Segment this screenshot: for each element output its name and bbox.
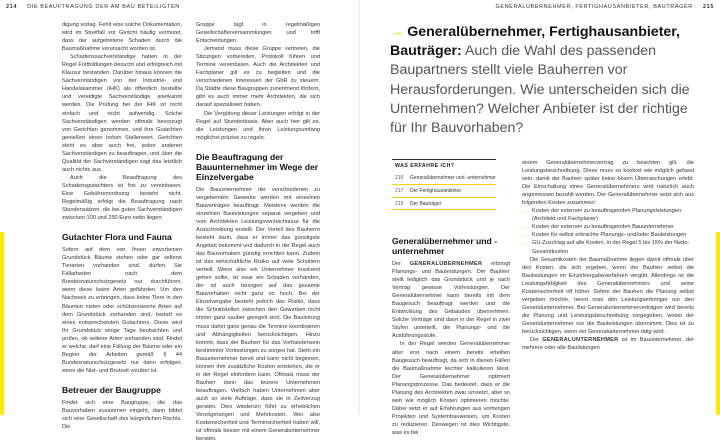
box-title: WAS ERFAHRE ICH? <box>395 163 455 169</box>
toc-page: 217 <box>395 187 404 194</box>
right-yellow-edge-marker <box>716 232 720 415</box>
paragraph <box>522 336 694 352</box>
paragraph: Jemand muss diese Gruppe vertreten, die Sitzungen vorbereiten, Protokoll führen und Termine vereinbaren. Auch die Architekten und Fachplaner gilt es zu begleiten und die verschiedenen Interessen der GbR zu steuern. Da Städte diese Baugruppen zunehmend fördern, gibt es auch immer mehr Architekten, die sich darauf spezialisiert haben. <box>196 46 320 109</box>
bullet-text: GU-Zuschlag auf alle Kosten, in der Regel 5 bis 15% der Netto-Gesamtkosten <box>532 240 690 255</box>
toc-item[interactable] <box>392 172 496 185</box>
text-run: Der <box>530 337 540 344</box>
paragraph: Sofern auf dem von Ihnen erworbenen Grundstück Bäume stehen oder gar seltene Tierarten vorhanden sind, dürfen Sie Fällarbeiten nach dem Bundesnaturschutzgesetz nur durchführen, wenn diese keine Arten gefährden. Um den Nachweis zu erbringen, dass keine Tiere in den Bäumen nisten oder schützenswerte Arten auf dem Grundstück vorhanden sind, bedarf es eines entsprechenden Gutachters. Diese wird Ihr Grundstück einige Tage beobachten und prüfen, ob seltene Arten vorhanden sind. Findet er welche, darf eine Fällung der Bäume oder ein Beginn der Arbeiten gemäß § 44 Bundesnaturschutzgesetz nur dann erfolgen, wenn die Nist- und Brutzeit vorüber ist. <box>62 247 182 374</box>
box-top-rule <box>392 159 496 160</box>
bullet-text: Kosten der externen zu beauftragenden Planungsleistungen (Architekt und Fachplaner) <box>532 208 681 223</box>
cost-bullet-list <box>522 207 694 255</box>
chapter-lede <box>390 23 708 138</box>
arrow-bullet-icon: → <box>522 240 528 247</box>
paragraph: Auch die Beauftragung des Schadensgutachters ist frei zu vereinbaren. Eine Gebührenordnung besteht nicht. Regelmäßig erfolgt die Beauftragung nach Stundensätzen, die bei guten Sachverständigen zwischen 100 und 250 Euro netto liegen. <box>62 174 182 222</box>
right-page-number: 215 <box>703 4 714 10</box>
left-yellow-edge-marker <box>0 232 4 415</box>
bullet-item <box>522 239 694 255</box>
text-run: ist im Bauunternehmer, der mehrere oder alle Baulistungen <box>522 337 694 352</box>
right-column-2 <box>522 159 694 409</box>
paragraph: Die Bauunternehmer der verschiedenen zu vergebenden Gewerke werden mit einzelnen Bauverträgen beauftragt. Meistens werden die einzelnen Bauleistungen separat vergeben und vom Architekten Leistungsverzeichnisse für die Ausschreibung erstellt. Der Vorteil des Bauherrn besteht darin, dass er immer das günstigste Angebot bekommt und dadurch in der Regel auch das Bauvorhaben günstig errichten kann. Zudem ist das wirtschaftliche Risiko auf viele Schultern verteilt. Wenn also ein Unternehmer insolvent gehen sollte, ist zwar ein Schaden vorhanden, der ist auch bezogen auf das gesamte Bauvorhaben nicht ganz so hoch. Bei der Einzelvergabe besteht jedoch das Risiko, dass die Schnittstellen zwischen den Gewerken nicht immer ganz sauber geregelt sind. Die Bauleitung muss daher ganz genau die Termine koordinieren und Abhängigkeiten berücksichtigen. Hinzu kommt, dass der Bauherr für das Vorhandensein bestimmter Vorleistungen zu sorgen hat. Steht ein Bauunternehmer bereit und kann nicht beginnen, können ihm zusätzliche Kosten entstehen, die er in der Regel einfordern kann. Oftmals muss der Bauherr dann das teurere Unternehmen beauftragen. Vielfach haben Unternehmen aber auch so viele Aufträge, dass sie in Zeitverzug geraten. Dies wiederum führt zu erheblichen Verzögerungen und Mehrkosten. Wer also Kostensicherheit und Terminsicherheit haben will, ist oftmals besser mit einem Generalunternehmer beraten. <box>196 186 320 443</box>
toc-item[interactable] <box>392 185 496 198</box>
bullet-item <box>522 223 694 231</box>
arrow-right-icon: → <box>390 24 405 40</box>
bullet-text: Kosten für selbst erbrachte Planungs- und/oder Bauleistungen <box>532 232 687 239</box>
toc-page: 215 <box>395 175 404 181</box>
arrow-bullet-icon: → <box>522 224 528 231</box>
left-page-number: 214 <box>6 4 17 10</box>
paragraph: Die Vergütung dieser Leistungen erfolgt in der Regel auf Stundenbasis. Aber auch hier gilt es, die Leistungen und ihren Leistungsumfang möglichst präzise zu regeln. <box>196 110 320 141</box>
toc-text: Der Bauträger <box>410 200 442 207</box>
paragraph: Schadenssachverständige haben in der Regel Fortbildungen besucht und erfolgreich mit Klausur bestanden. Darüber hinaus können die Sachverständigen von der Industrie- und Handelskammer (IHK) als öffentlich bestellte und vereidigte Sachverständige anerkannt werden. Die Prüfung bei der IHK ist nicht einfach und recht aufwendig. Solche Sachverständigen werden oftmals bevorzugt von Gerichten genommen, und ihre Gutachten genießen einen hohen Stellenwert. Gerichten steht es aber auch frei, jeden anderen Sachverständigen zu beauftragen, und über die Qualität der Sachverständigen sagt das letztlich auch nichts aus. <box>62 54 182 173</box>
what-will-i-learn-box <box>392 159 496 210</box>
term-generaluebernehmer: GENERALÜBERNEHMER <box>409 261 483 267</box>
paragraph: einem Generalübernehmervertrag zu beachten gilt, die Leistungsbeschreibung. Diese muss so konkret wie möglich gefasst sein, damit der Bauherr später keine bösen Überraschungen erlebt. Die Einschaltung eines Generalübernehmers wird natürlich auch angemessen bezahlt werden. Der Generalübernehmer setzt sich aus folgenden Kosten zusammen: <box>522 160 694 207</box>
lede-text: Auch die Wahl des passenden Baupartners stellt viele Bauherren vor Herausforderungen. Wie unterscheiden sich die Unternehmen? Welcher Anbieter ist der richtige für Ihr Bauvorhaben? <box>390 43 690 137</box>
left-running-header <box>6 4 180 10</box>
right-header-title: GENERALÜBERNEHMER, FERTIGHAUSANBIETER, BAUTRÄGER <box>495 4 693 10</box>
paragraph: Findet sich eine Baugruppe, die das Bauvorhaben zusammen eingeht, dann bildet sich eine Gesellschaft des bürgerlichen Rechts. Die <box>62 399 182 431</box>
toc-text: Der Fertighausanbieter <box>410 187 462 194</box>
toc-text: Generalübernehmer und -unternehmer <box>410 175 496 181</box>
right-running-header <box>495 4 714 10</box>
right-column-1 <box>392 236 510 436</box>
arrow-bullet-icon: → <box>522 208 528 215</box>
subheading-einzelvergabe: Die Beauftragung der Bauunternehmer im Wege der Einzelvergabe <box>196 151 319 182</box>
paragraph: digung vorlag. Fehlt eine solche Dokumentation, wird im Streitfall vor Gericht häufig vermutet, dass der aufgetretene Schaden durch die Baumaßnahme verursacht worden ist. <box>62 22 182 53</box>
left-column-1 <box>62 21 182 431</box>
left-header-title: DIE BEAUFTRAGUNG DER AM BAU BETEILIGTEN <box>27 4 180 10</box>
page-gutter <box>358 0 360 415</box>
subheading-generaluebernehmer: Generalübernehmer und -unternehmer <box>392 236 498 256</box>
text-run: erbringt Planungs- und Bauleistungen. Der Bauherr stellt lediglich das Grundstück und je nach Vertrag gewisse Vorleistungen. Der Generalübernehmer kann bereits mit dem Baugesuch beauftragt werden und die Entwicklung des Gebäudes übernehmen. Solche Verträge sind dann in der Regel in zwei Stufen unterteilt, die Planungs- und die Ausführungsstufe. <box>392 261 510 340</box>
text-run: Der <box>392 261 402 267</box>
bullet-text: Kosten der externen zu beauftragenden Bauunternehmer <box>532 224 674 231</box>
term-generalunternehmer: GENERALUNTERNEHMER <box>542 337 619 344</box>
toc-page: 219 <box>395 200 404 207</box>
subheading-baugruppe: Betreuer der Baugruppe <box>62 384 161 395</box>
left-column-2 <box>196 21 320 443</box>
arrow-bullet-icon: → <box>522 232 528 239</box>
paragraph: In der Regel werden Generalübernehmer aber erst nach einem bereits erteilten Baugesuch beauftragt, da sich in diesen Fällen die Baumaßnahme leichter kalkulieren lässt. Der Generalübernehmer optimiert Planungsprozesse. Das bedeutet, dass er die Planung des Architekten zwar umsetzt, aber so weit wie möglich Kosten optimieren möchte. Dabei setzt er auf Erfahrungen aus vorherigen Projekten und Systembauweisen, um Kosten zu reduzieren. Deswegen ist dies Wichtigste, was es bei <box>392 341 510 436</box>
paragraph: Die Gesamtkosten der Baumaßnahme liegen damit oftmals über den Kosten, die sich ergeben, wenn der Bauherr selbst die Bauleistungen im Einzelvergabeverfahren vergibt. Allerdings ist die Leistungsfähigkeit des Generalübernehmers und seine Kostensicherheit oft höher. Sofern der Bauherr die Planung selbst vergeben möchte, nennt man den Leistungserbringer nur den Generalunternehmer. Bei Generalunternehmerverträgen wird bereits die Planung und Leistungsbeschreibung vorgegeben, wobei der Generalunternehmer nur die Bauleistungen übernimmt. Dies ist zu berücksichtigen, wenn ein Generalunternehmer tätig wird. <box>522 256 694 335</box>
lede-title: Generalübernehmer, Fertighausanbieter, Bauträger: <box>390 24 680 60</box>
paragraph: Gruppe tagt in regelmäßigen Gesellschafterversammlungen und trifft Entscheidungen. <box>196 22 320 45</box>
bullet-item <box>522 207 694 223</box>
subheading-flora-fauna: Gutachter Flora und Fauna <box>62 232 172 243</box>
toc-item[interactable] <box>392 198 496 211</box>
bullet-item <box>522 231 694 239</box>
paragraph <box>392 260 510 340</box>
